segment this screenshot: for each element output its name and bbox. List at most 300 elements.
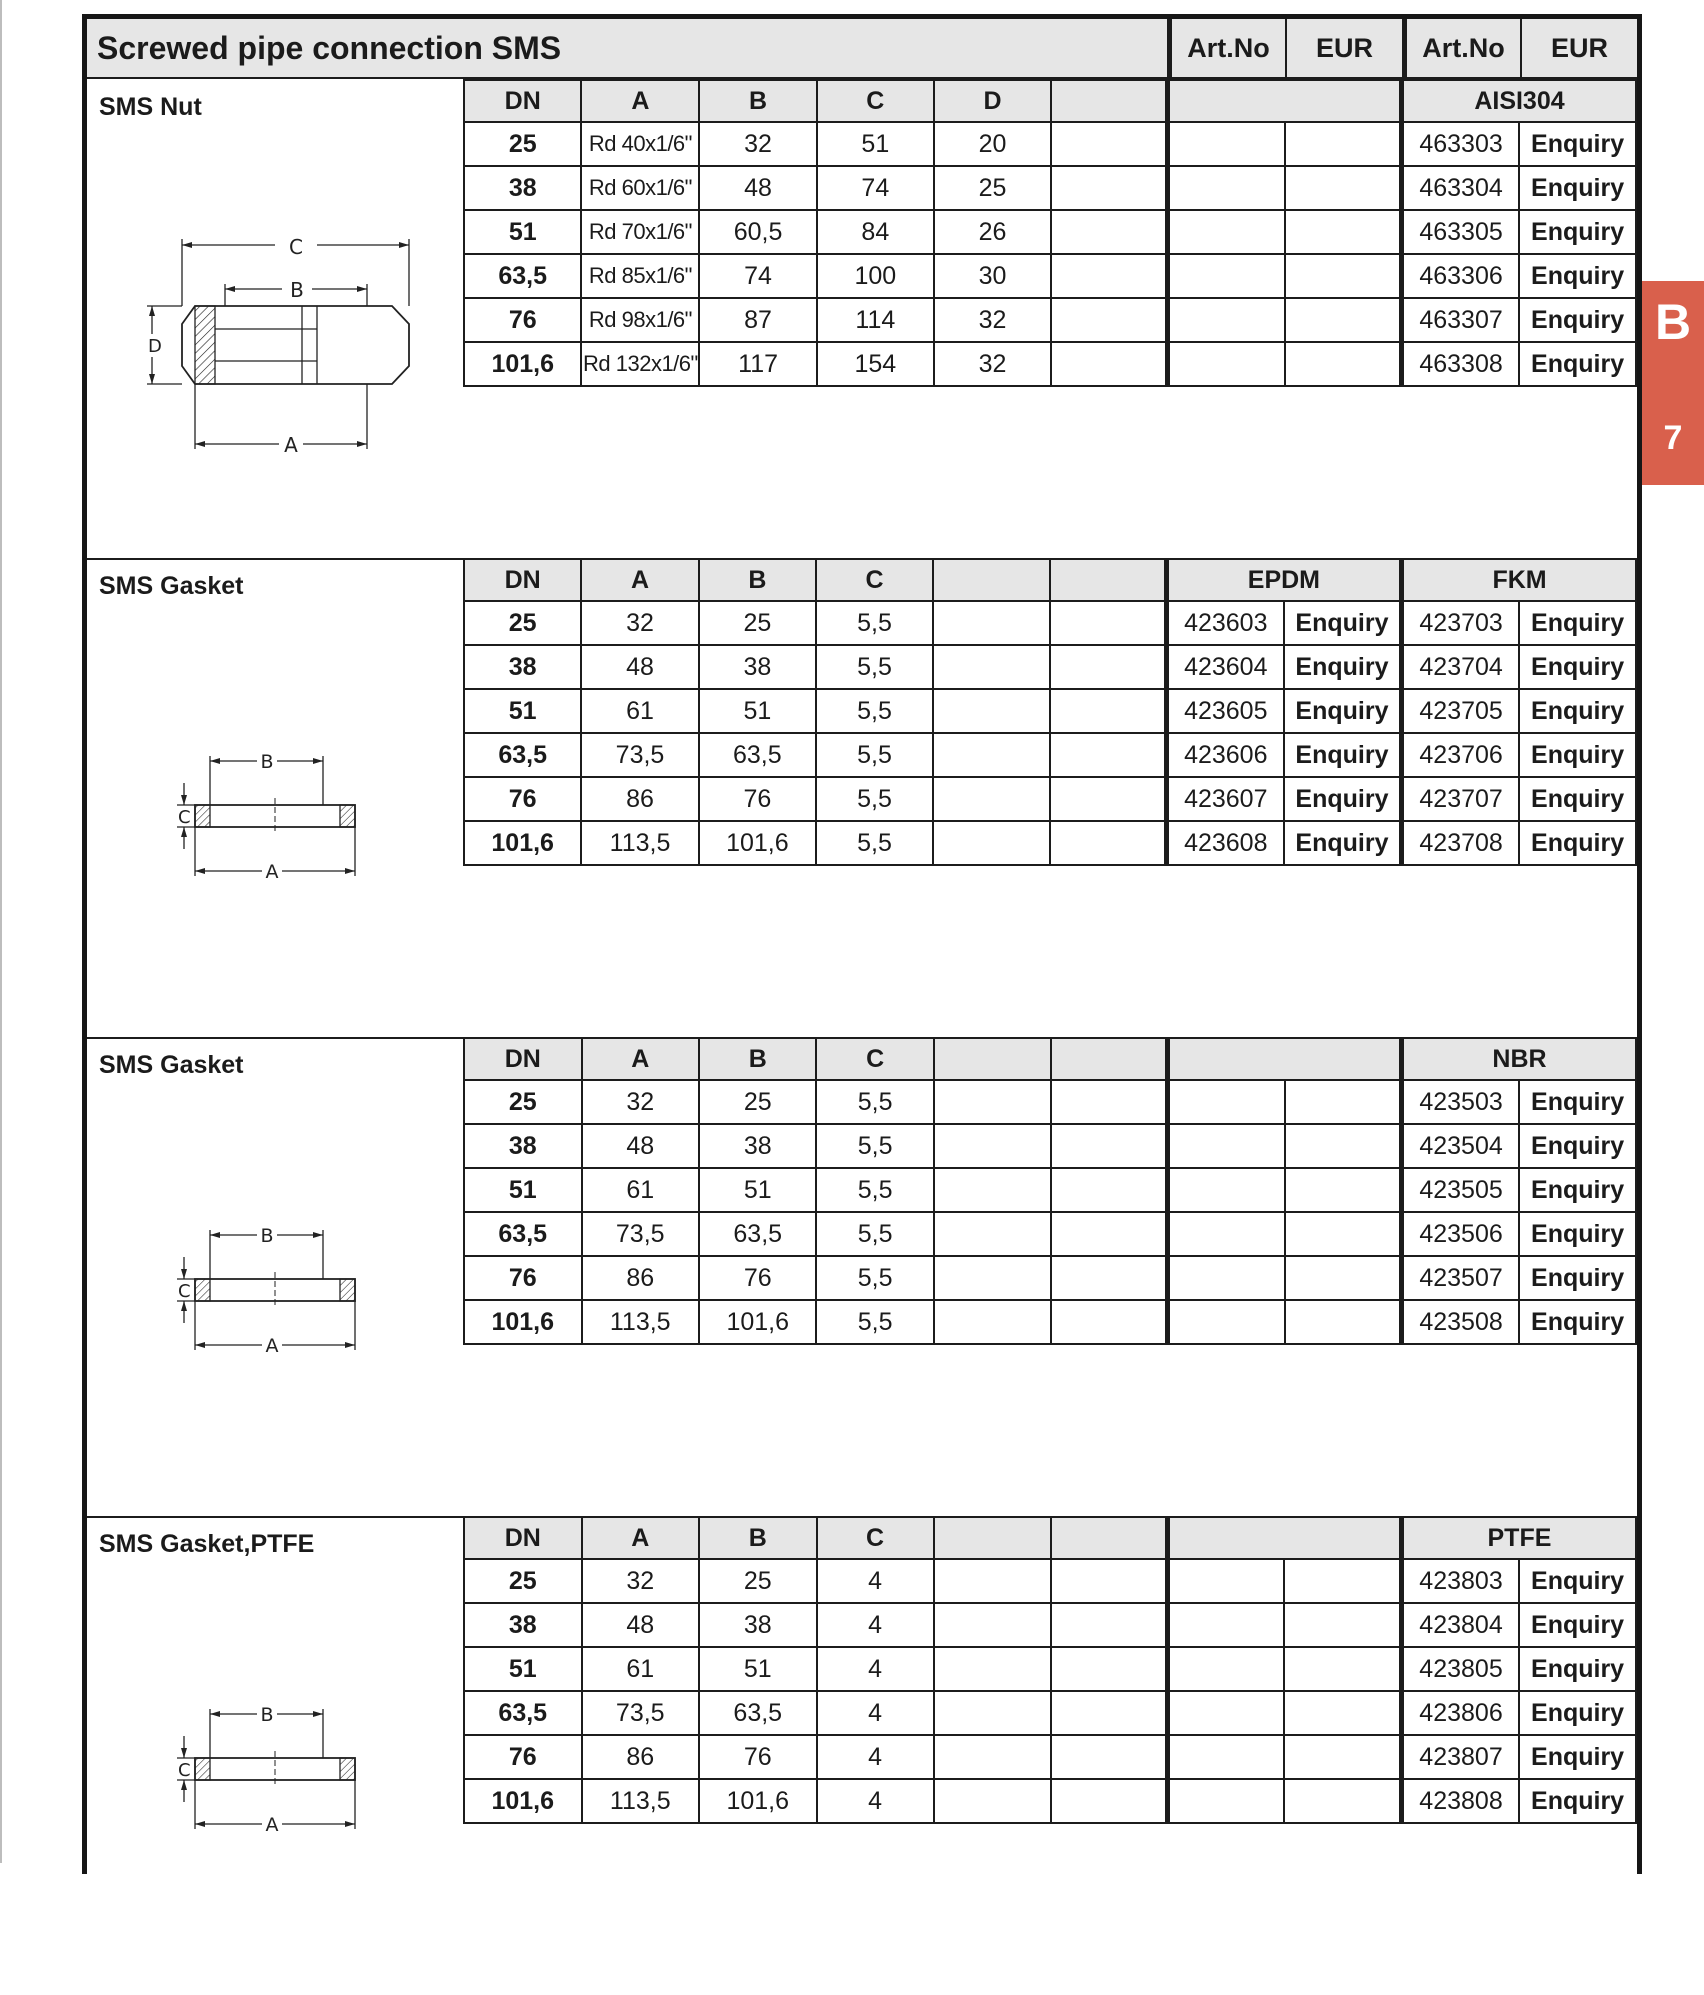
article-number: [1168, 1603, 1285, 1647]
enquiry-link: [1284, 1735, 1401, 1779]
dimension-label-c: C: [289, 235, 303, 259]
dimension-label-c: C: [178, 807, 191, 828]
enquiry-link[interactable]: Enquiry: [1519, 1212, 1636, 1256]
cell-c1: Rd 98x1/6": [581, 298, 699, 342]
enquiry-link: [1285, 342, 1402, 386]
dn-cell: 101,6: [464, 821, 581, 865]
enquiry-link[interactable]: Enquiry: [1519, 601, 1636, 645]
cell-c1: Rd 132x1/6": [581, 342, 699, 386]
dimension-label-b: B: [260, 1704, 274, 1726]
cell-c1: Rd 70x1/6": [581, 210, 699, 254]
cell-c3: 114: [817, 298, 934, 342]
material-group-1: [1168, 1517, 1402, 1559]
article-number: [1168, 1691, 1285, 1735]
column-header: A: [582, 1517, 699, 1559]
table-row: [464, 1691, 1636, 1735]
cell-c1: 61: [582, 1168, 699, 1212]
article-number: [1168, 1256, 1285, 1300]
cell-c5: [1051, 1779, 1168, 1823]
cell-c2: 25: [699, 1559, 817, 1603]
article-number: [1168, 166, 1285, 210]
enquiry-link: [1285, 1080, 1402, 1124]
dn-cell: 63,5: [464, 1691, 582, 1735]
table-row: [464, 689, 1636, 733]
cell-c5: [1051, 298, 1168, 342]
table-row: [464, 342, 1636, 386]
table-row: [464, 254, 1636, 298]
sms-gasket-nbr-table: [463, 1037, 1637, 1345]
table-row: [464, 210, 1636, 254]
article-number: [1168, 254, 1285, 298]
enquiry-link[interactable]: Enquiry: [1519, 645, 1636, 689]
cell-c4: [934, 1080, 1051, 1124]
cell-c5: [1050, 777, 1167, 821]
enquiry-link[interactable]: Enquiry: [1519, 210, 1636, 254]
cell-c2: 38: [699, 645, 816, 689]
catalog-header: [87, 19, 1637, 79]
cell-c5: [1051, 1256, 1168, 1300]
section-sms-gasket-nbr: [87, 1037, 1637, 1516]
material-group-2: NBR: [1401, 1038, 1636, 1080]
cell-c4: 30: [934, 254, 1051, 298]
cell-c5: [1051, 210, 1168, 254]
cell-c3: 5,5: [816, 601, 933, 645]
enquiry-link: [1285, 298, 1402, 342]
article-number: 463306: [1401, 254, 1519, 298]
dimension-label-d: D: [148, 336, 162, 357]
sms-gasket-drawing: [177, 1222, 367, 1372]
article-number: [1168, 1124, 1285, 1168]
cell-c1: Rd 85x1/6": [581, 254, 699, 298]
dn-cell: 51: [464, 689, 581, 733]
cell-c3: 4: [817, 1779, 934, 1823]
article-number: 423608: [1166, 821, 1284, 865]
cell-c1: 32: [582, 1080, 699, 1124]
enquiry-link[interactable]: Enquiry: [1519, 733, 1636, 777]
cell-c1: 86: [581, 777, 698, 821]
dn-cell: 38: [464, 1124, 582, 1168]
cell-c2: 63,5: [699, 1691, 817, 1735]
article-number: [1168, 210, 1285, 254]
cell-c3: 100: [817, 254, 934, 298]
section-label: SMS Gasket: [99, 1051, 244, 1079]
sms-nut-table: [463, 79, 1637, 387]
column-header: A: [581, 559, 698, 601]
enquiry-link: [1284, 1559, 1401, 1603]
enquiry-link[interactable]: Enquiry: [1519, 1168, 1636, 1212]
enquiry-link[interactable]: Enquiry: [1519, 1603, 1636, 1647]
table-row: [464, 1559, 1636, 1603]
header-eur-2: EUR: [1550, 33, 1608, 63]
article-number: 423706: [1402, 733, 1520, 777]
cell-c4: [934, 1256, 1051, 1300]
dn-cell: 76: [464, 1735, 582, 1779]
header-artno-1: Art.No: [1187, 33, 1270, 63]
enquiry-link[interactable]: Enquiry: [1519, 821, 1636, 865]
cell-c5: [1051, 1691, 1168, 1735]
cell-c4: [933, 645, 1050, 689]
cell-c1: 32: [581, 601, 698, 645]
cell-c3: 74: [817, 166, 934, 210]
enquiry-link[interactable]: Enquiry: [1519, 1559, 1636, 1603]
cell-c1: 32: [582, 1559, 699, 1603]
dn-cell: 51: [464, 1168, 582, 1212]
cell-c4: [934, 1603, 1051, 1647]
enquiry-link: [1284, 1691, 1401, 1735]
table-row: [464, 1124, 1636, 1168]
cell-c2: 87: [699, 298, 816, 342]
table-row: [464, 1300, 1636, 1344]
article-number: [1168, 1647, 1285, 1691]
header-eur-1: EUR: [1315, 33, 1373, 63]
cell-c5: [1051, 1735, 1168, 1779]
enquiry-link: [1285, 210, 1402, 254]
dn-cell: 76: [464, 298, 581, 342]
article-number: [1168, 1168, 1285, 1212]
cell-c3: 5,5: [816, 645, 933, 689]
cell-c1: 73,5: [581, 733, 698, 777]
cell-c4: [933, 601, 1050, 645]
material-group-2: FKM: [1402, 559, 1636, 601]
cell-c4: [933, 733, 1050, 777]
article-number: 423704: [1402, 645, 1520, 689]
cell-c3: 154: [817, 342, 934, 386]
column-header: DN: [464, 1517, 582, 1559]
table-row: [464, 1256, 1636, 1300]
column-header: C: [816, 1038, 933, 1080]
table-row: [464, 298, 1636, 342]
cell-c5: [1051, 1300, 1168, 1344]
cell-c3: 5,5: [816, 689, 933, 733]
table-row: [464, 1647, 1636, 1691]
article-number: 463304: [1401, 166, 1519, 210]
cell-c4: [934, 1647, 1051, 1691]
table-row: [464, 122, 1636, 166]
cell-c5: [1051, 1647, 1168, 1691]
cell-c3: 5,5: [816, 1256, 933, 1300]
cell-c2: 48: [699, 166, 816, 210]
cell-c5: [1051, 1080, 1168, 1124]
cell-c4: [934, 1559, 1051, 1603]
article-number: [1168, 1212, 1285, 1256]
cell-c5: [1050, 733, 1167, 777]
cell-c3: 4: [817, 1735, 934, 1779]
enquiry-link: [1285, 254, 1402, 298]
enquiry-link[interactable]: Enquiry: [1519, 1691, 1636, 1735]
enquiry-link[interactable]: Enquiry: [1519, 1735, 1636, 1779]
cell-c2: 74: [699, 254, 816, 298]
cell-c2: 51: [699, 689, 816, 733]
column-header: B: [699, 1517, 817, 1559]
column-header: A: [582, 1038, 699, 1080]
table-row: [464, 601, 1636, 645]
cell-c5: [1051, 166, 1168, 210]
article-number: 423505: [1401, 1168, 1519, 1212]
article-number: 463305: [1401, 210, 1519, 254]
dimension-label-a: A: [284, 433, 298, 457]
cell-c1: Rd 40x1/6": [581, 122, 699, 166]
article-number: 423806: [1401, 1691, 1519, 1735]
article-number: [1168, 1559, 1285, 1603]
enquiry-link[interactable]: Enquiry: [1284, 733, 1402, 777]
cell-c5: [1051, 1603, 1168, 1647]
dn-cell: 51: [464, 210, 581, 254]
cell-c1: 48: [582, 1124, 699, 1168]
dimension-label-a: A: [265, 861, 279, 883]
article-number: [1168, 122, 1285, 166]
cell-c4: [933, 689, 1050, 733]
cell-c1: 86: [582, 1735, 699, 1779]
cell-c2: 63,5: [699, 733, 816, 777]
article-number: 423807: [1401, 1735, 1519, 1779]
enquiry-link: [1285, 1300, 1402, 1344]
cell-c3: 5,5: [816, 1080, 933, 1124]
article-number: 423808: [1401, 1779, 1519, 1823]
dn-cell: 76: [464, 777, 581, 821]
article-number: [1168, 1779, 1285, 1823]
cell-c3: 4: [817, 1603, 934, 1647]
enquiry-link: [1285, 1124, 1402, 1168]
enquiry-link: [1285, 1256, 1402, 1300]
table-row: [464, 1603, 1636, 1647]
cell-c1: Rd 60x1/6": [581, 166, 699, 210]
cell-c4: 20: [934, 122, 1051, 166]
column-header: C: [817, 1517, 934, 1559]
column-header: DN: [464, 559, 581, 601]
sms-gasket-epdm-fkm-table: [463, 558, 1637, 866]
enquiry-link[interactable]: Enquiry: [1519, 689, 1636, 733]
article-number: [1168, 298, 1285, 342]
enquiry-link[interactable]: Enquiry: [1284, 821, 1402, 865]
article-number: 463308: [1401, 342, 1519, 386]
dn-cell: 63,5: [464, 254, 581, 298]
table-header-row: [464, 1517, 1636, 1559]
enquiry-link[interactable]: Enquiry: [1284, 601, 1402, 645]
cell-c1: 73,5: [582, 1212, 699, 1256]
chapter-tab[interactable]: [1642, 281, 1704, 485]
article-number: 423606: [1166, 733, 1284, 777]
chapter-number: 7: [1663, 419, 1683, 457]
cell-c1: 86: [582, 1256, 699, 1300]
dn-cell: 25: [464, 122, 581, 166]
article-number: 423803: [1401, 1559, 1519, 1603]
cell-c3: 5,5: [816, 733, 933, 777]
enquiry-link[interactable]: Enquiry: [1519, 166, 1636, 210]
enquiry-link: [1285, 122, 1402, 166]
dn-cell: 25: [464, 1080, 582, 1124]
cell-c2: 76: [699, 1735, 817, 1779]
column-header: D: [934, 80, 1051, 122]
cell-c2: 38: [699, 1603, 817, 1647]
cell-c2: 60,5: [699, 210, 816, 254]
column-header: [1051, 80, 1168, 122]
enquiry-link[interactable]: Enquiry: [1519, 1779, 1636, 1823]
column-header: [934, 1517, 1051, 1559]
cell-c4: [934, 1124, 1051, 1168]
cell-c2: 63,5: [699, 1212, 817, 1256]
dn-cell: 101,6: [464, 1779, 582, 1823]
material-group-1: [1168, 80, 1402, 122]
section-sms-nut: [87, 79, 1637, 558]
table-row: [464, 733, 1636, 777]
cell-c5: [1051, 122, 1168, 166]
enquiry-link: [1284, 1603, 1401, 1647]
dn-cell: 38: [464, 645, 581, 689]
table-row: [464, 645, 1636, 689]
page-title: Screwed pipe connection SMS: [97, 30, 562, 66]
article-number: 463307: [1401, 298, 1519, 342]
dn-cell: 51: [464, 1647, 582, 1691]
section-label: SMS Gasket: [99, 572, 244, 600]
cell-c2: 101,6: [699, 1779, 817, 1823]
article-number: 423603: [1166, 601, 1284, 645]
column-header: C: [817, 80, 934, 122]
header-artno-2: Art.No: [1422, 33, 1505, 63]
cell-c2: 117: [699, 342, 816, 386]
article-number: 423506: [1401, 1212, 1519, 1256]
cell-c3: 84: [817, 210, 934, 254]
material-group-2: AISI304: [1401, 80, 1636, 122]
enquiry-link: [1285, 166, 1402, 210]
enquiry-link[interactable]: Enquiry: [1519, 1300, 1636, 1344]
section-label: SMS Gasket,PTFE: [99, 1530, 315, 1558]
article-number: 423607: [1166, 777, 1284, 821]
article-number: 423503: [1401, 1080, 1519, 1124]
dn-cell: 101,6: [464, 1300, 582, 1344]
article-number: 423504: [1401, 1124, 1519, 1168]
cell-c5: [1050, 689, 1167, 733]
cell-c4: [934, 1735, 1051, 1779]
dimension-label-b: B: [290, 278, 304, 302]
cell-c3: 5,5: [816, 777, 933, 821]
article-number: [1168, 1735, 1285, 1779]
enquiry-link[interactable]: Enquiry: [1519, 298, 1636, 342]
cell-c4: [934, 1168, 1051, 1212]
material-group-1: [1168, 1038, 1402, 1080]
enquiry-link[interactable]: Enquiry: [1519, 777, 1636, 821]
cell-c2: 25: [699, 1080, 817, 1124]
cell-c2: 32: [699, 122, 816, 166]
cell-c4: 26: [934, 210, 1051, 254]
enquiry-link[interactable]: Enquiry: [1284, 689, 1402, 733]
cell-c3: 4: [817, 1559, 934, 1603]
column-header: A: [581, 80, 699, 122]
cell-c1: 48: [581, 645, 698, 689]
article-number: [1168, 1080, 1285, 1124]
sms-gasket-ptfe-table: [463, 1516, 1637, 1824]
enquiry-link[interactable]: Enquiry: [1519, 1080, 1636, 1124]
table-row: [464, 821, 1636, 865]
section-sms-gasket-epdm-fkm: [87, 558, 1637, 1037]
table-row: [464, 1080, 1636, 1124]
table-row: [464, 1168, 1636, 1212]
enquiry-link[interactable]: Enquiry: [1284, 645, 1402, 689]
article-number: 423708: [1402, 821, 1520, 865]
dn-cell: 101,6: [464, 342, 581, 386]
dimension-label-a: A: [265, 1814, 279, 1836]
article-number: 423707: [1402, 777, 1520, 821]
cell-c4: [933, 821, 1050, 865]
column-header: B: [699, 1038, 817, 1080]
enquiry-link: [1284, 1779, 1401, 1823]
article-number: 423508: [1401, 1300, 1519, 1344]
column-header: DN: [464, 1038, 582, 1080]
table-row: [464, 1779, 1636, 1823]
chapter-letter: B: [1654, 294, 1692, 350]
article-number: 423507: [1401, 1256, 1519, 1300]
cell-c5: [1050, 645, 1167, 689]
article-number: 463303: [1401, 122, 1519, 166]
section-label: SMS Nut: [99, 93, 202, 121]
enquiry-link[interactable]: Enquiry: [1519, 254, 1636, 298]
cell-c3: 5,5: [816, 821, 933, 865]
enquiry-link[interactable]: Enquiry: [1519, 1647, 1636, 1691]
material-group-1: EPDM: [1166, 559, 1401, 601]
column-header: B: [699, 80, 816, 122]
cell-c1: 113,5: [582, 1300, 699, 1344]
enquiry-link[interactable]: Enquiry: [1519, 122, 1636, 166]
cell-c1: 48: [582, 1603, 699, 1647]
cell-c1: 113,5: [581, 821, 698, 865]
cell-c2: 51: [699, 1647, 817, 1691]
cell-c1: 113,5: [582, 1779, 699, 1823]
article-number: 423805: [1401, 1647, 1519, 1691]
cell-c3: 4: [817, 1691, 934, 1735]
cell-c3: 4: [817, 1647, 934, 1691]
enquiry-link[interactable]: Enquiry: [1519, 342, 1636, 386]
cell-c1: 61: [581, 689, 698, 733]
enquiry-link[interactable]: Enquiry: [1519, 1124, 1636, 1168]
cell-c4: [934, 1691, 1051, 1735]
cell-c3: 51: [817, 122, 934, 166]
cell-c5: [1050, 601, 1167, 645]
table-row: [464, 166, 1636, 210]
cell-c4: 32: [934, 342, 1051, 386]
cell-c4: [933, 777, 1050, 821]
cell-c4: 32: [934, 298, 1051, 342]
cell-c2: 25: [699, 601, 816, 645]
section-sms-gasket-ptfe: [87, 1516, 1637, 1995]
cell-c3: 5,5: [816, 1212, 933, 1256]
page-left-rule: [0, 0, 2, 1863]
dn-cell: 25: [464, 601, 581, 645]
column-header: [1051, 1038, 1168, 1080]
dimension-label-b: B: [260, 751, 274, 773]
article-number: 423703: [1402, 601, 1520, 645]
enquiry-link[interactable]: Enquiry: [1284, 777, 1402, 821]
cell-c5: [1051, 342, 1168, 386]
sms-nut-drawing: [127, 209, 417, 459]
cell-c2: 51: [699, 1168, 817, 1212]
cell-c4: [934, 1300, 1051, 1344]
cell-c5: [1050, 821, 1167, 865]
column-header: C: [816, 559, 933, 601]
cell-c5: [1051, 1212, 1168, 1256]
dimension-label-b: B: [260, 1225, 274, 1247]
enquiry-link: [1284, 1647, 1401, 1691]
article-number: [1168, 1300, 1285, 1344]
cell-c4: [934, 1779, 1051, 1823]
dimension-label-a: A: [265, 1335, 279, 1357]
enquiry-link[interactable]: Enquiry: [1519, 1256, 1636, 1300]
cell-c3: 5,5: [816, 1124, 933, 1168]
column-header: [1050, 559, 1167, 601]
table-row: [464, 1735, 1636, 1779]
table-header-row: [464, 559, 1636, 601]
dn-cell: 63,5: [464, 1212, 582, 1256]
article-number: 423605: [1166, 689, 1284, 733]
cell-c2: 38: [699, 1124, 817, 1168]
